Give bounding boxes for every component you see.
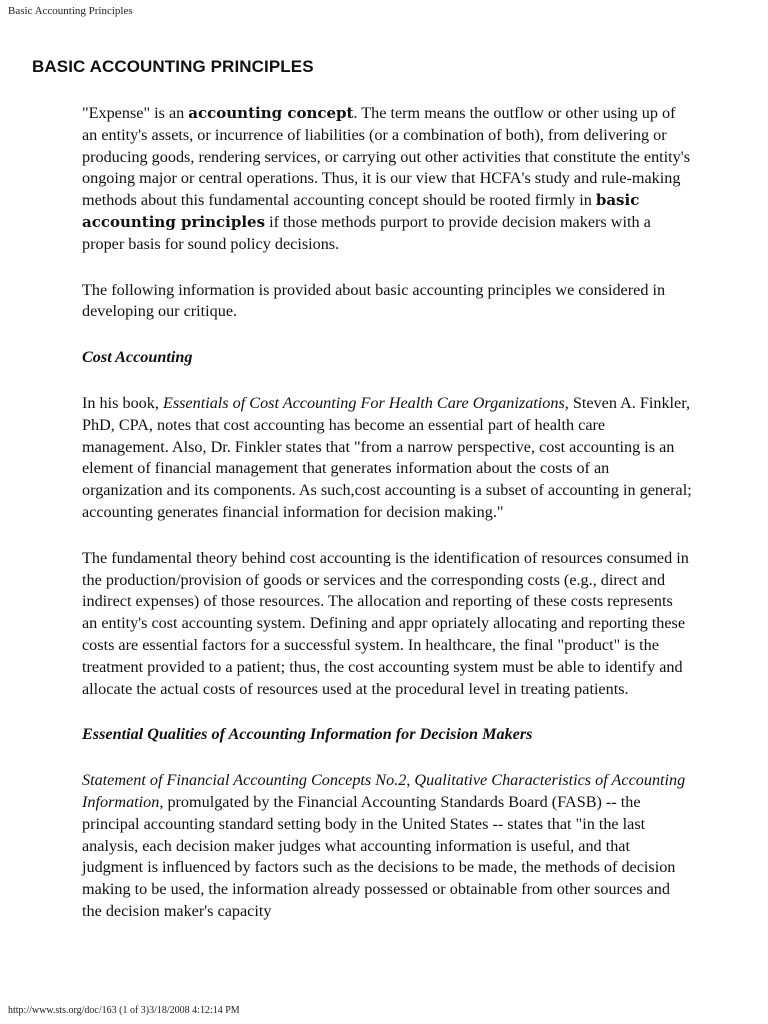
book-title: Essentials of Cost Accounting For Health Care Organizations	[162, 393, 565, 412]
paragraph-fasb	[82, 770, 692, 923]
document-title: BASIC ACCOUNTING PRINCIPLES	[32, 57, 314, 76]
paragraph-following-information: The following information is provided about basic accounting principles we considered in developing our critique.	[82, 280, 666, 321]
text-run: if those methods purport to provide decision makers with a proper basis for sound policy decisions.	[82, 212, 651, 253]
text-run: "Expense" is an	[82, 104, 189, 122]
statement-title: Statement of Financial Accounting Concepts No.2	[82, 771, 407, 790]
print-footer-url: http://www.sts.org/doc/163 (1 of 3)3/18/2008 4:12:14 PM	[8, 1005, 240, 1016]
text-run: , Steven A. Finkler, PhD, CPA, notes that cost accounting has become an essential part of health care management. Also, Dr. Finkler states that "from a narrow perspective, cost accounting is an element of financial management that generates information about the costs of an organization and its components. As such,cost accounting is a subset of accounting in general; accounting generates financial information for decision making."	[82, 393, 692, 521]
bold-term-basic-accounting-principles: basic accounting principles	[82, 191, 640, 231]
statement-subtitle: Qualitative Characteristics of Accounting Information,	[82, 771, 686, 811]
paragraph-expense	[82, 103, 692, 256]
bold-term-accounting-concept: accounting concept	[188, 104, 354, 122]
text-run: . The term means the outflow or other using up of an entity's assets, or incurrence of liabilities (or a combination of both), from delivering or producing goods, rendering services, or carrying out other activities that constitute the entity's ongoing major or central operations. Thus, it is our view that HCFA's study and rule-making methods about this fundamental accounting concept should be rooted firmly in	[82, 104, 690, 210]
running-header: Basic Accounting Principles	[8, 5, 133, 17]
section-heading-cost-accounting: Cost Accounting	[82, 348, 193, 367]
text-run: In his book,	[82, 393, 163, 412]
text-run: ,	[406, 771, 415, 790]
paragraph-finkler	[82, 393, 692, 524]
document-body	[82, 103, 692, 947]
text-run: promulgated by the Financial Accounting Standards Board (FASB) -- the principal accounting standard setting body in the United States -- states that "in the last analysis, each decision maker judges what accounting information is useful, and that judgment is influenced by factors such as the decisions to be made, the methods of decision making to be used, the information already possessed or obtainable from other sources and the decision maker's capacity	[82, 792, 676, 920]
paragraph-fundamental-theory: The fundamental theory behind cost accounting is the identification of resources consumed in the production/provision of goods or services and the corresponding costs (e.g., direct and indirect expenses) of those resources. The allocation and reporting of these costs represents an entity's cost accounting system. Defining and appr opriately allocating and reporting these costs are essential factors for a successful system. In healthcare, the final "product" is the treatment provided to a patient; thus, the cost accounting system must be able to identify and allocate the actual costs of resources used at the procedural level in treating patients.	[82, 548, 689, 698]
section-heading-essential-qualities: Essential Qualities of Accounting Information for Decision Makers	[82, 725, 533, 744]
